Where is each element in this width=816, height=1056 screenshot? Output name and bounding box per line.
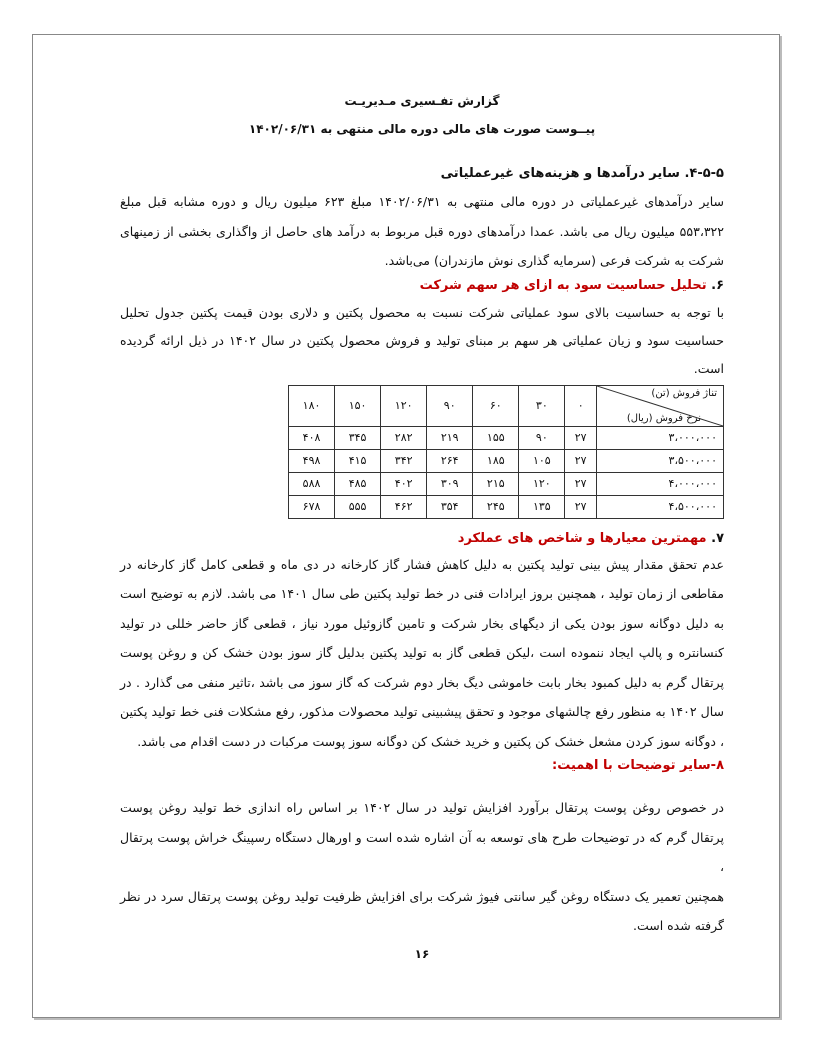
- table-cell: ۲۷: [565, 426, 597, 449]
- section-7-heading: مهمترین معیارها و شاخص های عملکرد: [457, 530, 712, 546]
- col-header: ۶۰: [473, 385, 519, 426]
- table-cell: ۵۸۸: [289, 472, 335, 495]
- report-title: گزارش تفـسیری مـدیریـت: [344, 94, 500, 108]
- page-number: ۱۶: [414, 946, 430, 961]
- table-cell: ۱۳۵: [519, 495, 565, 518]
- table-row: [289, 495, 724, 518]
- table-cell: ۳۴۵: [335, 426, 381, 449]
- table-cell: ۴۰۲: [381, 472, 427, 495]
- table-row: [289, 472, 724, 495]
- table-cell: ۴۶۲: [381, 495, 427, 518]
- table-cell: ۲۱۵: [473, 472, 519, 495]
- table-cell: ۲۸۲: [381, 426, 427, 449]
- table-cell: ۱۲۰: [519, 472, 565, 495]
- table-cell: ۲۷: [565, 495, 597, 518]
- table-cell: ۴۸۵: [335, 472, 381, 495]
- section-6-body: با توجه به حساسیت بالای سود عملیاتی شرکت نسبت به محصول پکتین و دلاری بودن قیمت پکتین جدول تحلیل حساسیت سود و زیان عملیاتی هر سهم بر مبنای تولید و فروش محصول پکتین در سال ۱۴۰۲ در ذیل ارائه گردیده است.: [120, 304, 724, 376]
- table-cell: ۲۱۹: [427, 426, 473, 449]
- section-6-number: ۶.: [711, 277, 724, 293]
- row-label: ۴،۰۰۰،۰۰۰: [597, 472, 724, 495]
- table-cell: ۳۰۹: [427, 472, 473, 495]
- table-cell: ۲۴۵: [473, 495, 519, 518]
- table-cell: ۶۷۸: [289, 495, 335, 518]
- corner-label-price: نرخ فروش (ریال): [626, 412, 701, 424]
- row-label: ۳،۵۰۰،۰۰۰: [597, 449, 724, 472]
- section-8-title: ۸-سایر توضیحات با اهمیت:: [552, 758, 724, 773]
- table-cell: ۳۵۴: [427, 495, 473, 518]
- section-6-heading: تحلیل حساسیت سود به ازای هر سهم شرکت: [419, 277, 712, 293]
- col-header: ۰: [565, 385, 597, 426]
- table-cell: ۲۶۴: [427, 449, 473, 472]
- report-subtitle: پیــوست صورت های مالی دوره مالی منتهی به ۱۴۰۲/۰۶/۳۱: [248, 122, 596, 136]
- table-cell: ۱۵۵: [473, 426, 519, 449]
- table-cell: ۲۷: [565, 472, 597, 495]
- section-8-body-1: در خصوص روغن پوست پرتقال برآورد افزایش تولید در سال ۱۴۰۲ بر اساس راه اندازی خط تولید روغن پوست پرتقال گرم که در توضیحات طرح های توسعه به آن اشاره شده است و اورهال دستگاه رسپینگ خراش پوست پرتقال ،: [120, 800, 724, 874]
- sensitivity-table: [288, 385, 724, 519]
- section-7-title: [120, 531, 724, 546]
- table-header-row: [289, 385, 724, 426]
- section-4-5-5-title: ۴-۵-۵. سایر درآمدها و هزینه‌های غیرعملیاتی: [440, 166, 724, 181]
- table-cell: ۴۹۸: [289, 449, 335, 472]
- table-row: [289, 426, 724, 449]
- row-label: ۳،۰۰۰،۰۰۰: [597, 426, 724, 449]
- table-cell: ۳۴۲: [381, 449, 427, 472]
- table-cell: ۵۵۵: [335, 495, 381, 518]
- corner-label-tonnage: تناژ فروش (تن): [651, 387, 717, 399]
- col-header: ۱۸۰: [289, 385, 335, 426]
- table-cell: ۴۰۸: [289, 426, 335, 449]
- col-header: ۳۰: [519, 385, 565, 426]
- section-7-number: ۷.: [711, 530, 724, 546]
- table-cell: ۲۷: [565, 449, 597, 472]
- table-cell: ۱۸۵: [473, 449, 519, 472]
- table-cell: ۱۰۵: [519, 449, 565, 472]
- report-content: [120, 90, 724, 973]
- table-row: [289, 449, 724, 472]
- section-4-5-5-body: سایر درآمدهای غیرعملیاتی در دوره مالی منتهی به ۱۴۰۲/۰۶/۳۱ مبلغ ۶۲۳ میلیون ریال و دوره مشابه قبل مبلغ ۵۵۳،۳۲۲ میلیون ریال می باشد. عمدا درآمدهای دوره قبل مربوط به درآمد های حاصل از واگذاری بخشی از زمینهای شرکت به شرکت فرعی (سرمایه گذاری نوش مازندران) می‌باشد.: [120, 194, 724, 268]
- table-corner-cell: [597, 385, 724, 426]
- section-8-body-2: همچنین تعمیر یک دستگاه روغن گیر سانتی فیوژ شرکت برای افزایش ظرفیت تولید روغن پوست پرتقال سرد در نظر گرفته شده است.: [120, 888, 724, 933]
- section-7-body: عدم تحقق مقدار پیش بینی تولید پکتین به دلیل کاهش فشار گاز کارخانه در دی ماه و قطعی کامل گاز کارخانه در مقاطعی از زمان تولید ، همچنین بروز ایرادات فنی در خط تولید پکتین طی سال ۱۴۰۱ می باشد. لازم به توضیح است به دلیل دوگانه سوز بودن یکی از دیگهای بخار شرکت و تامین گازوئیل مورد نیاز ، قطعی گاز حاضر خللی در تولید کنسانتره و پالپ ایجاد ننموده است ،لیکن قطعی گاز به تولید پکتین بدلیل گاز سوز بودن خشک کن و روغن پوست پرتقال گرم به دلیل کمبود بخار بابت خاموشی دیگ بخار دوم شرکت که گاز سوز می باشد ،تاثیر منفی می گذارد . در سال ۱۴۰۲ به منظور رفع چالشهای موجود و تحقق پیشبینی تولید محصولات مذکور، رفع مشکلات فنی خط تولید پکتین ، دوگانه سوز کردن مشعل خشک کن پکتین و خرید خشک کن دوگانه سوز پوست مرکبات در دست اقدام می باشد.: [120, 556, 725, 749]
- section-6-title: [120, 278, 724, 293]
- row-label: ۴،۵۰۰،۰۰۰: [597, 495, 724, 518]
- table-cell: ۴۱۵: [335, 449, 381, 472]
- col-header: ۹۰: [427, 385, 473, 426]
- col-header: ۱۲۰: [381, 385, 427, 426]
- table-cell: ۹۰: [519, 426, 565, 449]
- col-header: ۱۵۰: [335, 385, 381, 426]
